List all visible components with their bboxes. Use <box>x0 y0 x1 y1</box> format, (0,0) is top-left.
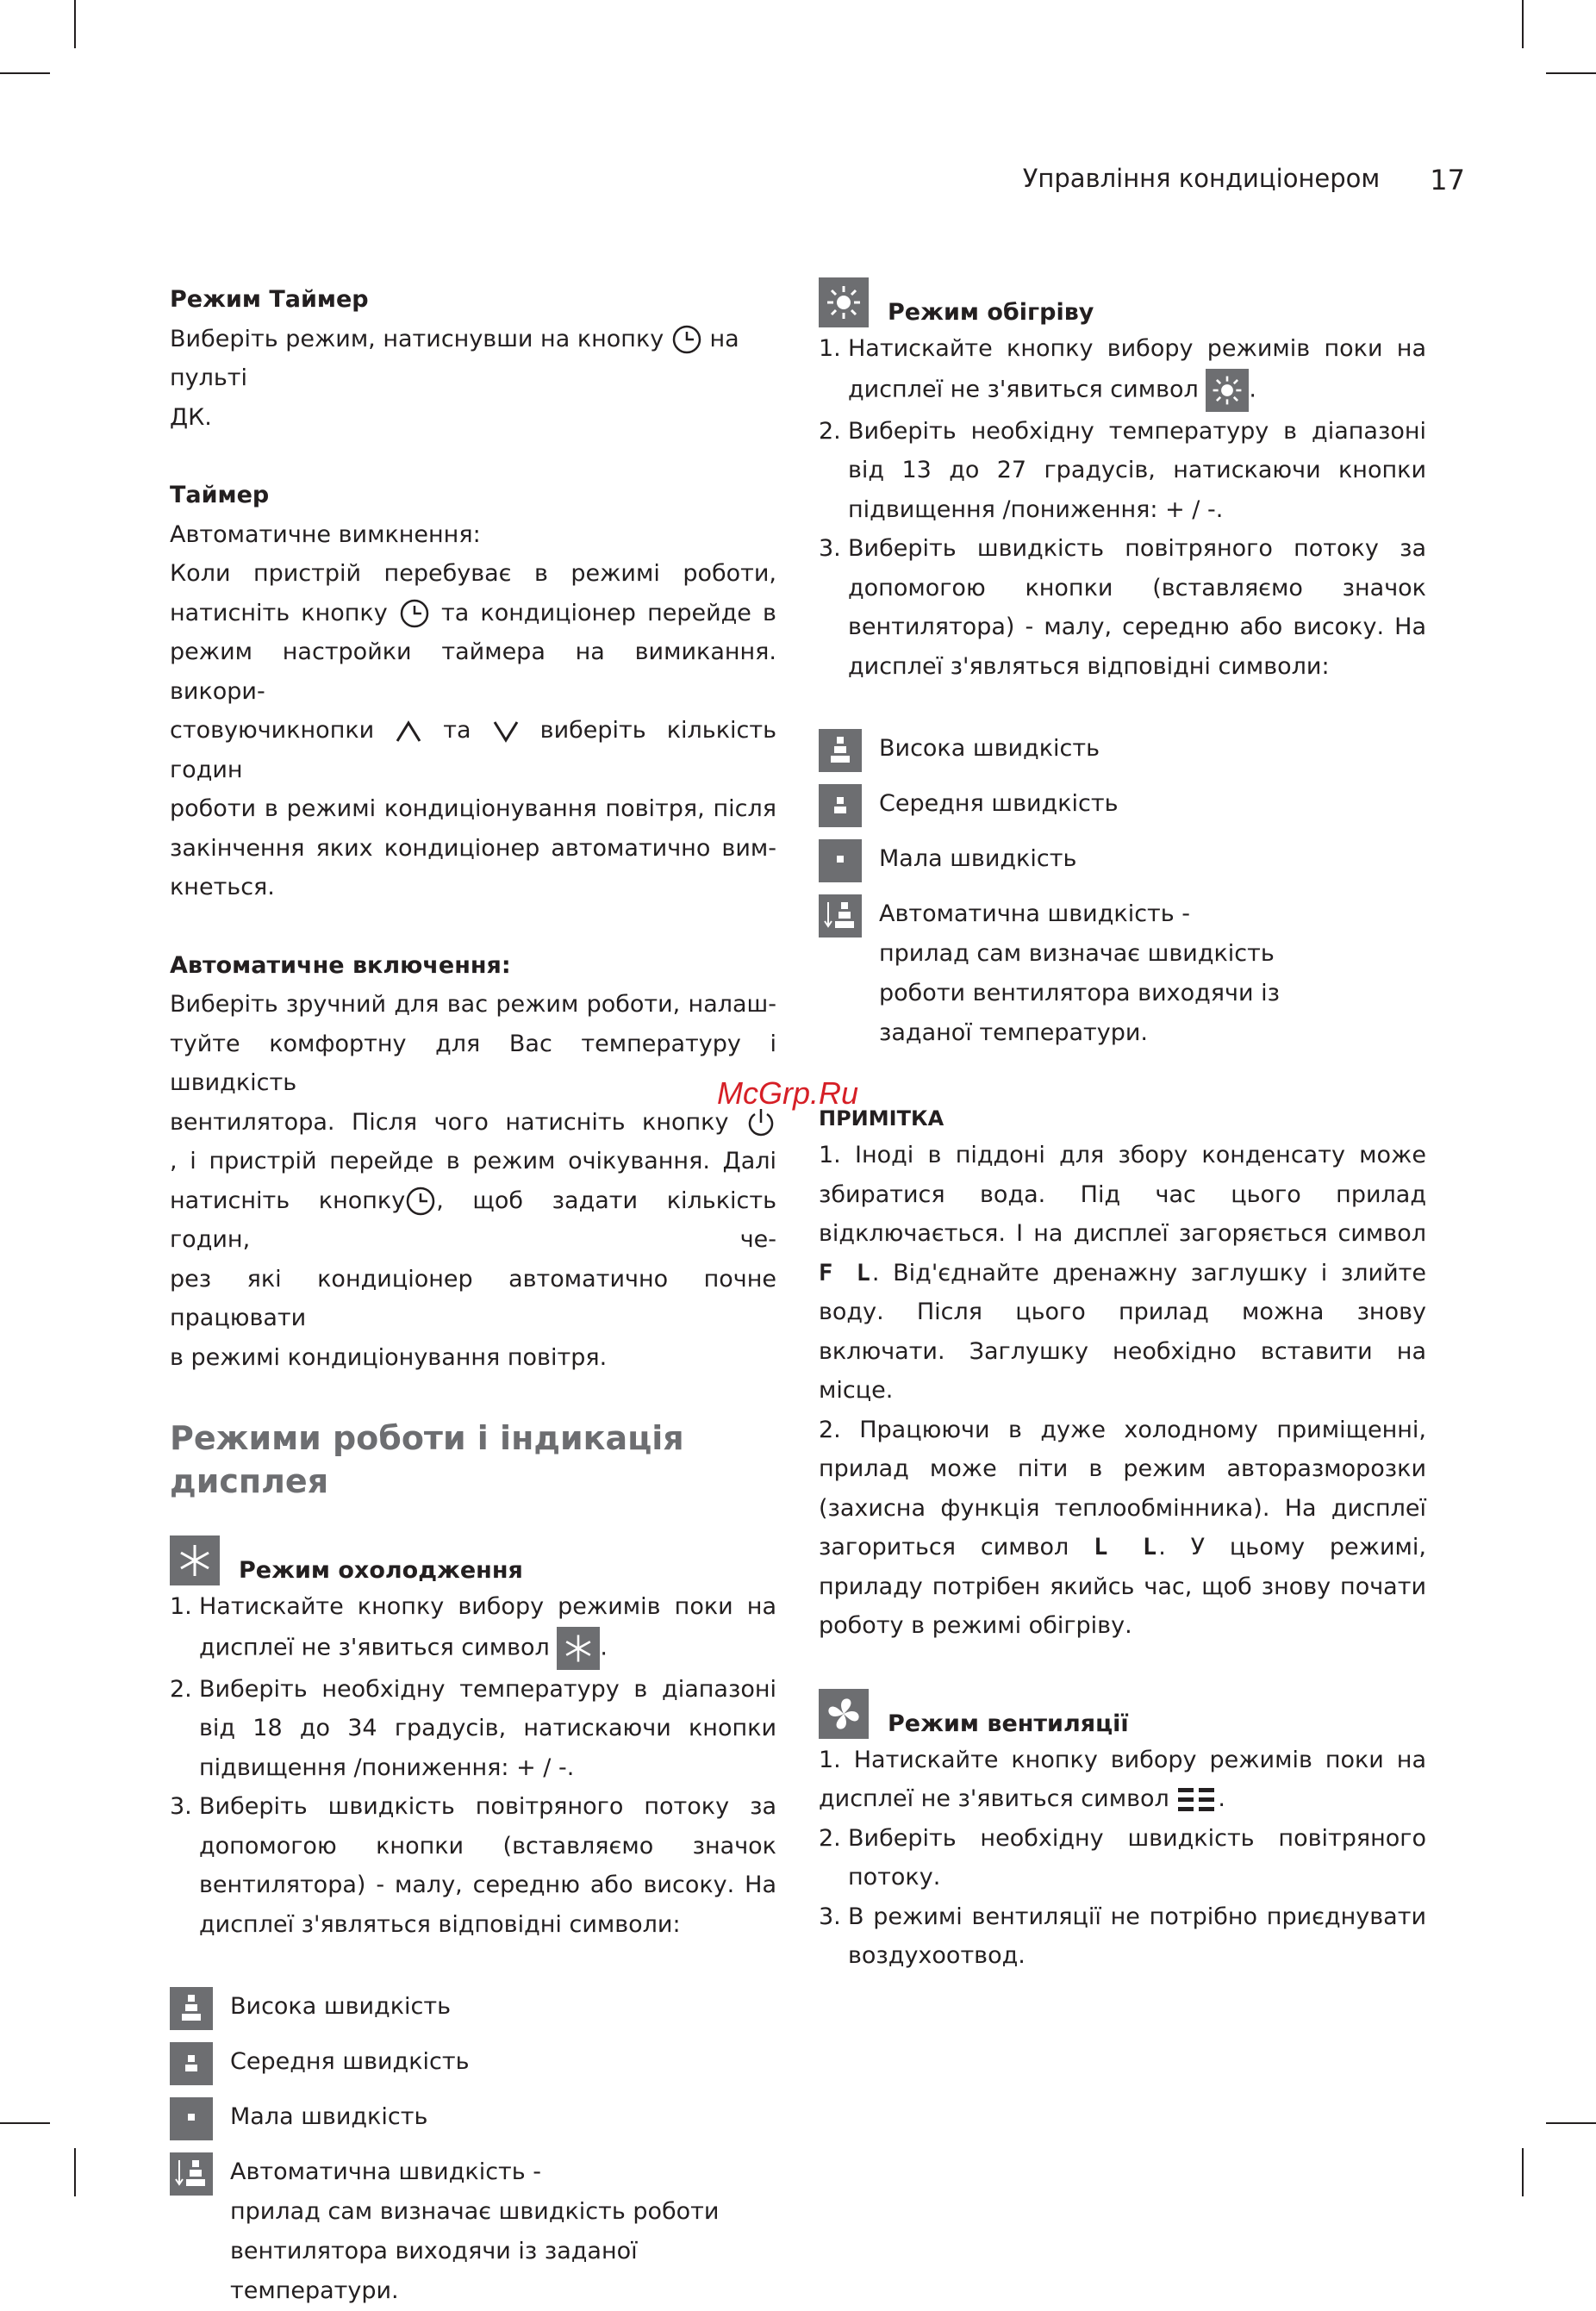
list-item <box>819 412 1426 530</box>
timer-mode-title: Режим Таймер <box>170 286 369 313</box>
fan-steps <box>819 1819 1426 1976</box>
header-section-title: Управління кондиціонером <box>1022 164 1381 193</box>
speed-label: Середня швидкість <box>230 2048 470 2075</box>
step-text-b: . <box>600 1634 608 1660</box>
auto-on-line: Виберіть зручний для вас режим роботи, налаш- <box>170 991 776 1018</box>
list-item <box>170 1670 776 1788</box>
speed-auto <box>819 894 1426 1053</box>
auto-off-line <box>170 711 776 789</box>
step-text: В режимі вентиляції не потрібно приєднувати воздухоотвод. <box>848 1903 1426 1969</box>
auto-off-text: натисніть кнопку <box>170 599 388 626</box>
timer-intro <box>170 320 776 398</box>
speed-label: Автоматична швидкість - <box>230 2158 542 2185</box>
list-item <box>819 1819 1426 1897</box>
note-text: . У цьому режимі, приладу потрібен якийсь час, щоб знову почати роботу в режимі обігріву. <box>819 1534 1426 1639</box>
auto-off-line <box>170 594 776 633</box>
fan-mode-symbol-icon <box>1176 1785 1218 1815</box>
fan-speed-auto-icon <box>819 894 862 937</box>
crop-mark <box>1522 0 1524 48</box>
heating-mode-title: Режим обігріву <box>888 299 1094 326</box>
page-number: 17 <box>1430 164 1465 196</box>
speed-label: Висока швидкість <box>879 735 1100 762</box>
timer-intro-text-a: Виберіть режим, натиснувши на кнопку <box>170 325 664 352</box>
heating-mode-header <box>819 277 1426 327</box>
auto-on-text: вентилятора. Після чого натисніть кнопку <box>170 1108 729 1136</box>
speed-low <box>819 839 1426 882</box>
step-text: Виберіть необхідну температуру в діапазоні від 18 до 34 градусів, натискаючи кнопки підвищення /пониження: + / -. <box>199 1675 776 1781</box>
watermark: McGrp.Ru <box>717 1075 859 1111</box>
step-text: Виберіть швидкість повітряного потоку за допомогою кнопки (вставляємо значок вентилятора) - малу, середню або високу. На дисплеї з'являться відповідні символи: <box>848 535 1426 680</box>
auto-off-line: Коли пристрій перебуває в режимі роботи, <box>170 560 776 587</box>
fan-step-1 <box>819 1741 1426 1819</box>
speed-auto-text <box>879 894 1327 1053</box>
speed-label: Мала швидкість <box>230 2103 428 2130</box>
speed-medium <box>819 784 1426 827</box>
step-number: 3. <box>819 535 841 562</box>
step-number: 1. <box>170 1593 192 1620</box>
note-paragraph-1 <box>819 1136 1426 1411</box>
crop-mark <box>0 72 50 74</box>
fan-mode-title: Режим вентиляції <box>888 1710 1129 1737</box>
note-text: 2. Працюючи в дуже холодному приміщенні, прилад може піти в режим авторазморозки (захисна функція теплообмінника). На дисплеї загориться символ <box>819 1416 1426 1560</box>
fan-icon <box>819 1689 869 1739</box>
speed-high <box>170 1987 776 2030</box>
right-column <box>819 277 1426 1976</box>
speed-label: Висока швидкість <box>230 1993 451 2020</box>
step-text <box>199 1587 776 1670</box>
step-text: Виберіть необхідну температуру в діапазоні від 13 до 27 градусів, натискаючи кнопки підвищення /пониження: + / -. <box>848 417 1426 523</box>
sun-icon <box>1206 369 1249 412</box>
cooling-mode-header <box>170 1535 776 1585</box>
auto-off-line: роботи в режимі кондиціонування повітря, після <box>170 795 776 822</box>
speed-low <box>170 2097 776 2140</box>
auto-off-line: кнеться. <box>170 874 275 900</box>
list-item <box>819 1897 1426 1976</box>
auto-off-text: виберіть кількість годин <box>170 717 776 783</box>
auto-off-text: стовуючикнопки <box>170 717 375 744</box>
fan-speed-low-icon <box>819 839 862 882</box>
step-text: Виберіть необхідну швидкість повітряного потоку. <box>848 1824 1426 1891</box>
fan-speed-high-icon <box>819 729 862 772</box>
step-text: . <box>1218 1785 1225 1812</box>
step-number: 2. <box>170 1675 192 1703</box>
auto-on-line: , і пристрій перейде в режим очікування. Далі <box>170 1148 776 1174</box>
step-number: 2. <box>819 417 841 445</box>
auto-off-text: та кондиціонер перейде в <box>441 599 776 626</box>
speed-label: Мала швидкість <box>879 845 1077 872</box>
crop-mark <box>1522 2148 1524 2196</box>
list-item <box>170 1587 776 1670</box>
chevron-down-icon <box>492 719 520 744</box>
auto-off-label: Автоматичне вимкнення: <box>170 520 481 548</box>
note-text: 1. Іноді в піддоні для збору конденсату може збиратися вода. Під час цього прилад відключається. І на дисплеї загоряється символ <box>819 1142 1426 1247</box>
list-item <box>819 529 1426 686</box>
snowflake-icon <box>170 1535 220 1585</box>
auto-off-line: режим настройки таймера на вимикання. викори- <box>170 638 776 705</box>
fan-mode-header <box>819 1689 1426 1739</box>
step-text-a: Натискайте кнопку вибору режимів поки на дисплеї не з'явиться символ <box>848 335 1426 402</box>
crop-mark <box>1546 72 1596 74</box>
speed-high <box>819 729 1426 772</box>
speed-auto-description: прилад сам визначає швидкість роботи вентилятора виходячи із заданої температури. <box>230 2198 720 2304</box>
step-text-b: . <box>1249 376 1256 402</box>
auto-on-line: туйте комфортну для Вас температуру і швидкість <box>170 1030 776 1096</box>
step-text: 1. Натискайте кнопку вибору режимів поки на дисплеї не з'явиться символ <box>819 1746 1426 1812</box>
clock-icon <box>405 1186 436 1217</box>
speed-label: Середня швидкість <box>879 790 1119 817</box>
auto-on-text: натисніть кнопку <box>170 1187 406 1214</box>
fan-speed-medium-icon <box>819 784 862 827</box>
fan-speed-medium-icon <box>170 2042 213 2085</box>
auto-off-text: та <box>443 717 471 744</box>
speed-auto-description: прилад сам визначає швидкість роботи вентилятора виходячи із заданої температури. <box>879 940 1280 1046</box>
crop-mark <box>0 2122 50 2124</box>
step-text: Виберіть швидкість повітряного потоку за допомогою кнопки (вставляємо значок вентилятора) - малу, середню або високу. На дисплеї з'являться відповідні символи: <box>199 1793 776 1938</box>
list-item <box>170 1787 776 1944</box>
fan-speed-high-icon <box>170 1987 213 2030</box>
auto-on-text: , щоб задати кількість годин, че- <box>170 1187 776 1253</box>
note-paragraph-2 <box>819 1411 1426 1646</box>
speed-auto-text <box>230 2152 776 2311</box>
heating-steps <box>819 329 1426 686</box>
step-number: 3. <box>170 1793 192 1820</box>
crop-mark <box>74 0 76 48</box>
step-number: 2. <box>819 1824 841 1852</box>
timer-intro-text-b: на пульті <box>170 325 739 391</box>
step-number: 3. <box>819 1903 841 1930</box>
note-title: ПРИМІТКА <box>819 1106 945 1131</box>
auto-on-line: рез які кондиціонер автоматично почне працювати <box>170 1265 776 1331</box>
fan-speed-low-icon <box>170 2097 213 2140</box>
timer-subtitle: Таймер <box>170 482 270 508</box>
cooling-mode-title: Режим охолодження <box>239 1557 523 1584</box>
crop-mark <box>74 2148 76 2196</box>
step-number: 1. <box>819 335 841 362</box>
display-code-fl: F L <box>819 1259 872 1286</box>
auto-on-line <box>170 1181 776 1260</box>
display-code-ll: L L <box>1094 1534 1159 1560</box>
step-text <box>848 329 1426 412</box>
auto-on-title: Автоматичне включення: <box>170 951 511 979</box>
chevron-up-icon <box>395 719 422 744</box>
section-title: Режими роботи і індикація дисплея <box>170 1419 684 1500</box>
auto-on-line <box>170 1103 776 1143</box>
snowflake-icon <box>557 1627 600 1670</box>
running-header <box>1023 164 1465 196</box>
speed-medium <box>170 2042 776 2085</box>
sun-icon <box>819 277 869 327</box>
step-text-a: Натискайте кнопку вибору режимів поки на дисплеї не з'явиться символ <box>199 1593 776 1660</box>
auto-off-line: закінчення яких кондиціонер автоматично вим- <box>170 834 776 862</box>
crop-mark <box>1546 2122 1596 2124</box>
fan-speed-auto-icon <box>170 2152 213 2196</box>
timer-intro-end: ДК. <box>170 403 212 431</box>
cooling-steps <box>170 1587 776 1944</box>
auto-on-line: в режимі кондиціонування повітря. <box>170 1343 608 1371</box>
left-column <box>170 280 776 2311</box>
speed-label: Автоматична швидкість - <box>879 900 1191 927</box>
clock-icon <box>399 598 430 629</box>
note-text: . Від'єднайте дренажну заглушку і злийте воду. Після цього прилад можна знову включати. Заглушку необхідно вставити на місце. <box>819 1259 1426 1404</box>
speed-auto <box>170 2152 776 2311</box>
clock-icon <box>671 324 702 355</box>
list-item <box>819 329 1426 412</box>
